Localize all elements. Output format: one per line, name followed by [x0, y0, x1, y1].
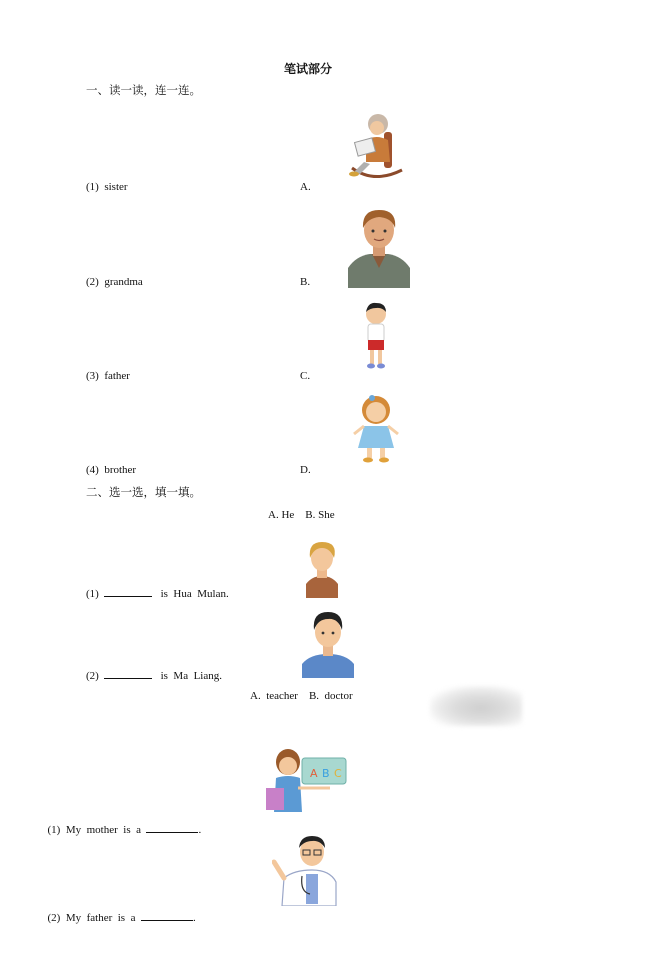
- section1-heading: 一、读一读，连一连。: [86, 85, 201, 97]
- question-text: (2) My father is a: [47, 912, 136, 924]
- match-left-3: [86, 370, 130, 382]
- woman-portrait-icon: [300, 540, 344, 598]
- match-right-c: C.: [300, 370, 311, 382]
- answer-blank[interactable]: [141, 911, 193, 921]
- answer-blank[interactable]: [104, 587, 152, 597]
- answer-blank[interactable]: [146, 823, 198, 833]
- item-number: (4): [86, 464, 99, 476]
- teacher-icon: [264, 748, 350, 814]
- match-left-1: [86, 181, 128, 193]
- section2-options: A. He B. She: [268, 509, 335, 521]
- section2-heading: 二、选一选，填一填。: [86, 487, 201, 499]
- question-text: is Ma Liang.: [160, 670, 222, 682]
- match-right-a: A.: [300, 181, 311, 193]
- match-right-d: D.: [300, 464, 311, 476]
- svg-text:A: A: [310, 767, 318, 780]
- fill-question-1: [86, 587, 229, 600]
- match-right-b: B.: [300, 276, 311, 288]
- fill-question-2: [86, 669, 222, 682]
- question-number: (2): [86, 670, 99, 682]
- item-number: (3): [86, 370, 99, 382]
- item-word: father: [104, 370, 130, 382]
- item-word: sister: [104, 181, 128, 193]
- match-left-4: [86, 464, 136, 476]
- svg-text:C: C: [334, 767, 342, 780]
- grandma-rocking-chair-icon: [344, 110, 406, 182]
- item-number: (2): [86, 276, 99, 288]
- svg-text:B: B: [322, 767, 330, 780]
- fill-question-3: (1) My mother is a .: [47, 824, 202, 836]
- doctor-icon: [272, 834, 344, 906]
- question-text: (1) My mother is a: [47, 824, 141, 836]
- girl-icon: [350, 392, 402, 464]
- page-title: 笔试部分: [284, 62, 333, 76]
- section3-options: A. teacher B. doctor: [250, 690, 353, 702]
- fill-question-4: (2) My father is a .: [47, 912, 196, 924]
- match-left-2: [86, 276, 143, 288]
- boy-icon: [360, 302, 392, 370]
- question-number: (1): [86, 588, 99, 600]
- item-word: brother: [104, 464, 137, 476]
- item-word: grandma: [104, 276, 143, 288]
- item-number: (1): [86, 181, 99, 193]
- scan-smudge: [430, 686, 522, 726]
- answer-blank[interactable]: [104, 669, 152, 679]
- father-portrait-icon: [348, 206, 410, 288]
- question-text: is Hua Mulan.: [160, 588, 229, 600]
- man-portrait-icon: [300, 610, 356, 678]
